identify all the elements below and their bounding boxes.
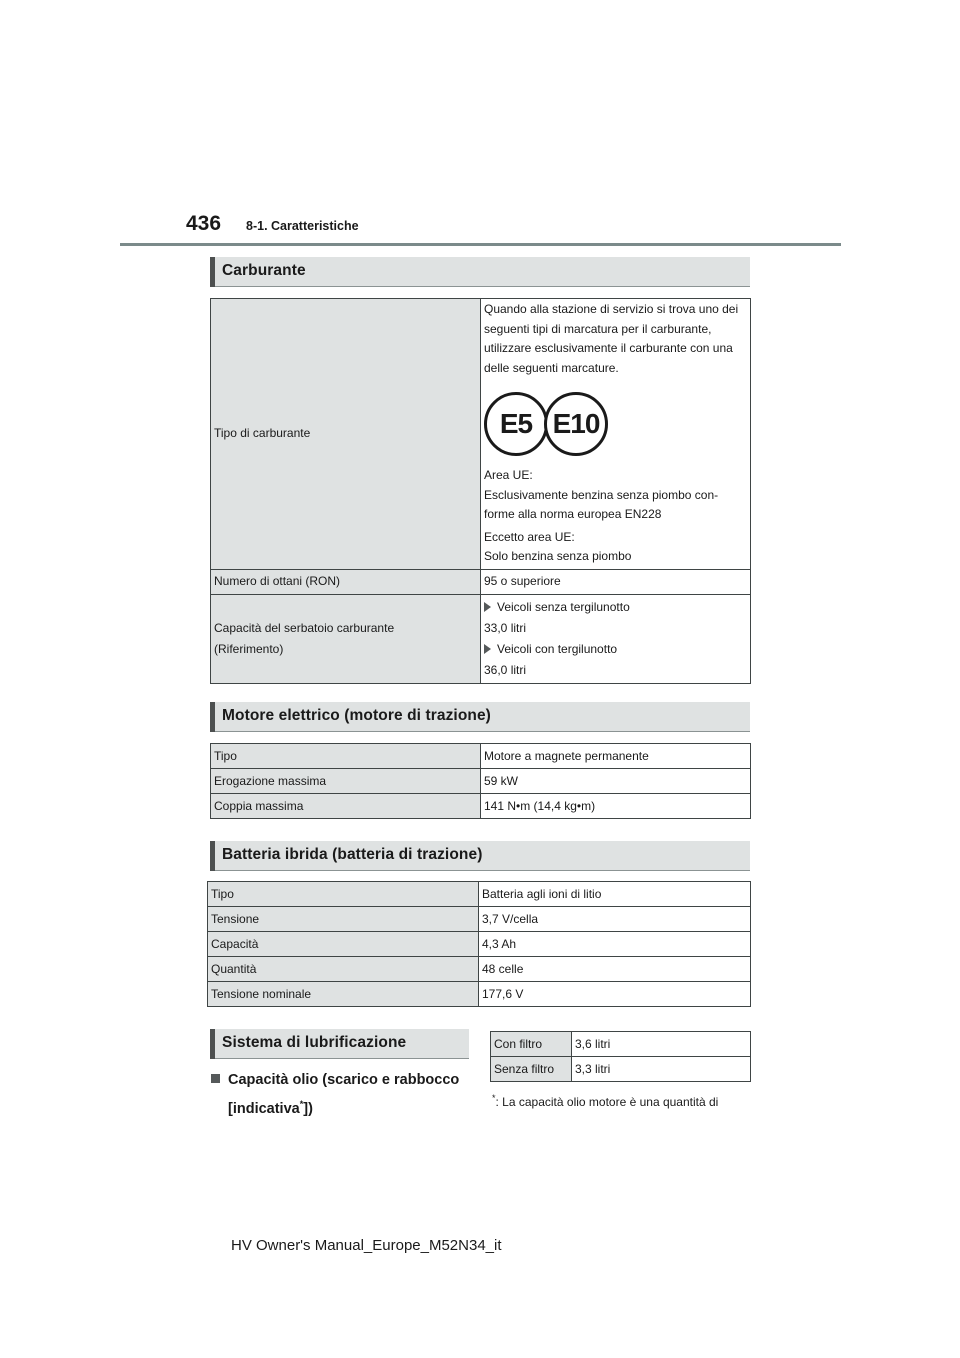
oil-table bbox=[490, 1031, 751, 1082]
tank-sunroof-value: 36,0 litri bbox=[484, 662, 527, 677]
battery-label: Tensione nominale bbox=[208, 982, 479, 1007]
tank-label-line1: Capacità del serbatoio carburante bbox=[214, 620, 395, 635]
motor-value: 141 N•m (14,4 kg•m) bbox=[481, 794, 751, 819]
section-title: Batteria ibrida (batteria di trazione) bbox=[222, 846, 483, 863]
battery-label: Capacità bbox=[208, 932, 479, 957]
battery-value: Batteria agli ioni di litio bbox=[479, 882, 751, 907]
section-bar bbox=[210, 841, 215, 871]
oil-heading-line1 bbox=[211, 1068, 473, 1092]
footer-text: HV Owner's Manual_Europe_M52N34_it bbox=[231, 1237, 502, 1254]
oil-heading-end: ]) bbox=[303, 1100, 313, 1117]
oil-value: 3,6 litri bbox=[572, 1032, 751, 1057]
motor-value: Motore a magnete permanente bbox=[481, 744, 751, 769]
battery-table bbox=[207, 881, 751, 1007]
section-heading-motor bbox=[210, 702, 750, 732]
battery-label: Quantità bbox=[208, 957, 479, 982]
table-row bbox=[211, 299, 751, 570]
oil-capacity-heading bbox=[211, 1068, 473, 1121]
octane-value: 95 o superiore bbox=[481, 569, 751, 594]
oil-value: 3,3 litri bbox=[572, 1057, 751, 1082]
section-bar bbox=[210, 257, 215, 287]
section-heading-battery bbox=[210, 841, 750, 871]
section-heading-lubrication bbox=[210, 1029, 469, 1059]
table-row bbox=[208, 882, 751, 907]
arrow-right-icon bbox=[484, 644, 491, 654]
section-heading-fuel bbox=[210, 257, 750, 287]
motor-value: 59 kW bbox=[481, 769, 751, 794]
table-row bbox=[208, 907, 751, 932]
oil-heading-text1: Capacità olio (scarico e rabbocco bbox=[228, 1072, 460, 1088]
motor-label: Erogazione massima bbox=[211, 769, 481, 794]
oil-heading-asterisk: * bbox=[299, 1099, 304, 1109]
table-row bbox=[208, 982, 751, 1007]
table-row bbox=[211, 594, 751, 683]
fuel-marking-badges bbox=[484, 392, 747, 456]
arrow-right-icon bbox=[484, 602, 491, 612]
table-row bbox=[211, 769, 751, 794]
non-eu-text: Solo benzina senza piombo bbox=[484, 549, 632, 563]
header-rule bbox=[120, 243, 841, 246]
oil-footnote bbox=[492, 1093, 718, 1109]
tank-no-sunroof-value: 33,0 litri bbox=[484, 620, 527, 635]
motor-label: Tipo bbox=[211, 744, 481, 769]
octane-label: Numero di ottani (RON) bbox=[211, 569, 481, 594]
section-title: Carburante bbox=[222, 262, 306, 279]
e5-badge: E5 bbox=[484, 392, 548, 456]
chapter-title: 8-1. Caratteristiche bbox=[246, 219, 359, 233]
oil-heading-line2 bbox=[211, 1092, 473, 1121]
tank-capacity-label bbox=[211, 594, 481, 683]
fuel-table bbox=[210, 298, 751, 684]
page-number: 436 bbox=[186, 212, 222, 235]
footnote-asterisk: * bbox=[492, 1093, 496, 1103]
table-row bbox=[211, 794, 751, 819]
battery-label: Tensione bbox=[208, 907, 479, 932]
motor-table bbox=[210, 743, 751, 819]
bullet-square-icon bbox=[211, 1074, 220, 1083]
table-row bbox=[211, 744, 751, 769]
table-row bbox=[208, 932, 751, 957]
tank-sunroof-label: Veicoli con tergilunotto bbox=[497, 641, 618, 656]
table-row bbox=[491, 1032, 751, 1057]
motor-label: Coppia massima bbox=[211, 794, 481, 819]
tank-capacity-value bbox=[481, 594, 751, 683]
section-bar bbox=[210, 1029, 215, 1059]
battery-value: 3,7 V/cella bbox=[479, 907, 751, 932]
table-row bbox=[211, 569, 751, 594]
oil-label: Con filtro bbox=[491, 1032, 572, 1057]
battery-value: 177,6 V bbox=[479, 982, 751, 1007]
battery-value: 48 celle bbox=[479, 957, 751, 982]
section-title: Sistema di lubrificazione bbox=[222, 1034, 407, 1051]
fuel-type-label: Tipo di carburante bbox=[211, 299, 481, 570]
oil-heading-text2: [indicativa bbox=[228, 1100, 300, 1117]
tank-no-sunroof bbox=[484, 597, 747, 618]
eu-text: Esclusivamente benzina senza piombo con-forme alla norma europea EN228 bbox=[484, 487, 719, 521]
tank-no-sunroof-label: Veicoli senza tergilunotto bbox=[497, 599, 630, 614]
oil-label: Senza filtro bbox=[491, 1057, 572, 1082]
tank-label-line2: (Riferimento) bbox=[214, 641, 284, 656]
table-row bbox=[208, 957, 751, 982]
table-row bbox=[491, 1057, 751, 1082]
section-title: Motore elettrico (motore di trazione) bbox=[222, 707, 491, 724]
footnote-text: : La capacità olio motore è una quantità di bbox=[495, 1095, 719, 1109]
fuel-type-value bbox=[481, 299, 751, 570]
e10-badge: E10 bbox=[544, 392, 608, 456]
eu-title: Area UE: bbox=[484, 468, 533, 482]
battery-value: 4,3 Ah bbox=[479, 932, 751, 957]
section-bar bbox=[210, 702, 215, 732]
fuel-type-intro: Quando alla stazione di servizio si trova uno dei seguenti tipi di marcatura per il carburante, utilizzare esclusivamente il carburante con una delle seguenti marcature. bbox=[484, 302, 739, 375]
battery-label: Tipo bbox=[208, 882, 479, 907]
tank-sunroof bbox=[484, 639, 747, 660]
non-eu-title: Eccetto area UE: bbox=[484, 529, 575, 544]
